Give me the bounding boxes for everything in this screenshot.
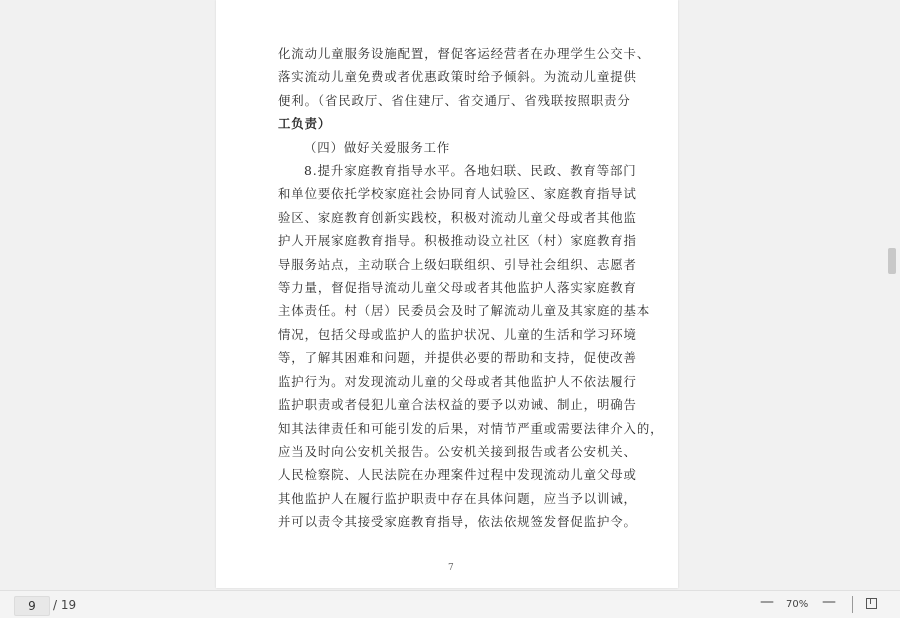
- text-line: 护人开展家庭教育指导。积极推动设立社区（村）家庭教育指: [278, 233, 637, 249]
- viewer-toolbar: [0, 590, 900, 618]
- text-line: 和单位要依托学校家庭社会协同育人试验区、家庭教育指导试: [278, 186, 637, 202]
- text-line: 化流动儿童服务设施配置，督促客运经营者在办理学生公交卡、: [278, 46, 651, 61]
- text-line: 情况，包括父母或监护人的监护状况、儿童的生活和学习环境: [278, 326, 637, 342]
- text-line: 监护行为。对发现流动儿童的父母或者其他监护人不依法履行: [278, 373, 637, 389]
- text-line: 监护职责或者侵犯儿童合法权益的要予以劝诫、制止，明确告: [278, 397, 637, 413]
- text-line: 等力量，督促指导流动儿童父母或者其他监护人落实家庭教育: [278, 280, 637, 296]
- page-text: [278, 42, 664, 534]
- page-total: / 19: [53, 598, 77, 612]
- text-line: 人民检察院、人民法院在办理案件过程中发现流动儿童父母或: [278, 467, 637, 483]
- section-heading: （四）做好关爱服务工作: [304, 139, 451, 155]
- text-line: 知其法律责任和可能引发的后果，对情节严重或需要法律介入的，: [278, 420, 664, 436]
- zoom-out-button[interactable]: —: [760, 594, 774, 610]
- text-line: 工负责）: [278, 116, 332, 132]
- text-line: 导服务站点，主动联合上级妇联组织、引导社会组织、志愿者: [278, 256, 637, 272]
- text-line: 并可以责令其接受家庭教育指导，依法依规签发督促监护令。: [278, 514, 637, 530]
- zoom-in-button[interactable]: —: [822, 594, 836, 610]
- text-line: 等，了解其困难和问题，并提供必要的帮助和支持，促使改善: [278, 350, 637, 366]
- page-footer-mark: 7: [448, 563, 454, 573]
- text-line: 验区、家庭教育创新实践校，积极对流动儿童父母或者其他监: [278, 209, 637, 225]
- toolbar-divider: [852, 596, 853, 613]
- scrollbar-thumb[interactable]: [888, 248, 896, 274]
- zoom-level: 70%: [786, 599, 809, 610]
- text-line: 主体责任。村（居）民委员会及时了解流动儿童及其家庭的基本: [278, 303, 651, 319]
- text-line: 落实流动儿童免费或者优惠政策时给予倾斜。为流动儿童提供: [278, 69, 637, 85]
- text-line: 8.提升家庭教育指导水平。各地妇联、民政、教育等部门: [304, 163, 637, 179]
- text-line: 便利。（省民政厅、省住建厅、省交通厅、省残联按照职责分: [278, 92, 631, 108]
- text-line: 应当及时向公安机关报告。公安机关接到报告或者公安机关、: [278, 443, 637, 459]
- text-line: 其他监护人在履行监护职责中存在具体问题，应当予以训诫，: [278, 490, 637, 506]
- page-number-input[interactable]: 9: [14, 596, 50, 616]
- fit-page-icon[interactable]: [866, 598, 877, 609]
- document-page: [216, 0, 678, 588]
